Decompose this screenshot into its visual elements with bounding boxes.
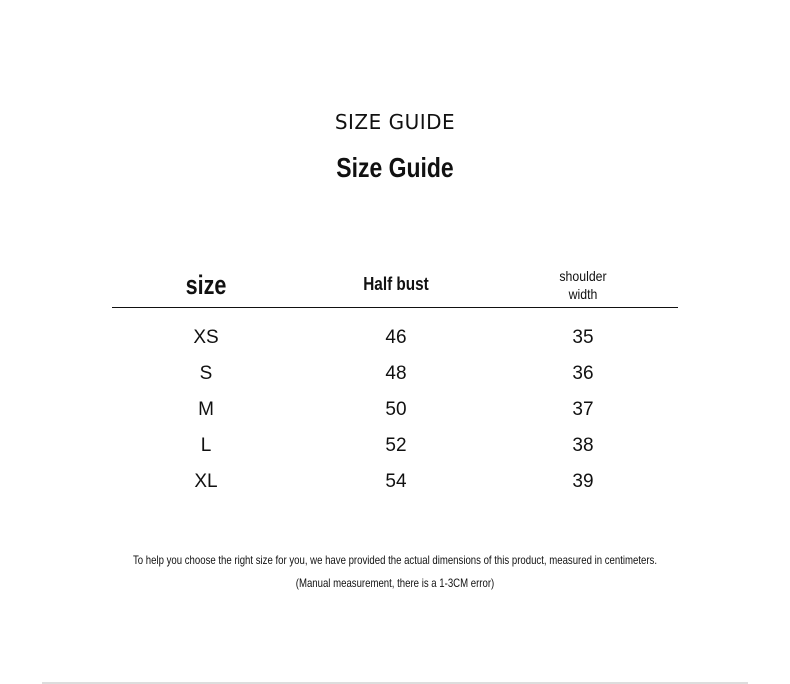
cell-half-bust: 48: [385, 363, 407, 384]
page-title: Size Guide: [336, 152, 454, 183]
table-row: [112, 393, 678, 429]
table-header-row: [112, 262, 678, 308]
cell-half-bust: 50: [385, 399, 407, 420]
table-row: [112, 465, 678, 501]
cell-shoulder-width: 36: [572, 363, 594, 384]
header-size: size: [185, 270, 227, 300]
cell-shoulder-width: 37: [572, 399, 594, 420]
error-note: (Manual measurement, there is a 1-3CM error): [295, 576, 495, 590]
cell-shoulder-width: 35: [572, 327, 594, 348]
cell-half-bust: 54: [385, 471, 407, 492]
header-shoulder-line2: width: [568, 286, 598, 302]
size-guide-eyebrow: SIZE GUIDE: [334, 110, 456, 134]
cell-size: XL: [194, 471, 218, 492]
table-body: [112, 321, 678, 501]
cell-size: XS: [193, 327, 219, 348]
header-shoulder-width: [539, 267, 627, 303]
cell-shoulder-width: 38: [572, 435, 594, 456]
cell-shoulder-width: 39: [572, 471, 594, 492]
table-row: [112, 429, 678, 465]
cell-half-bust: 52: [385, 435, 407, 456]
cell-half-bust: 46: [385, 327, 407, 348]
table-row: [112, 321, 678, 357]
cell-size: M: [198, 399, 214, 420]
header-half-bust: Half bust: [363, 274, 429, 294]
cell-size: S: [199, 363, 213, 384]
measurement-note: To help you choose the right size for you, we have provided the actual dimensions of this product, measured in centimeters.: [132, 553, 658, 567]
header-shoulder-line1: shoulder: [559, 268, 607, 284]
size-table: [112, 262, 678, 501]
cell-size: L: [200, 435, 212, 456]
table-row: [112, 357, 678, 393]
